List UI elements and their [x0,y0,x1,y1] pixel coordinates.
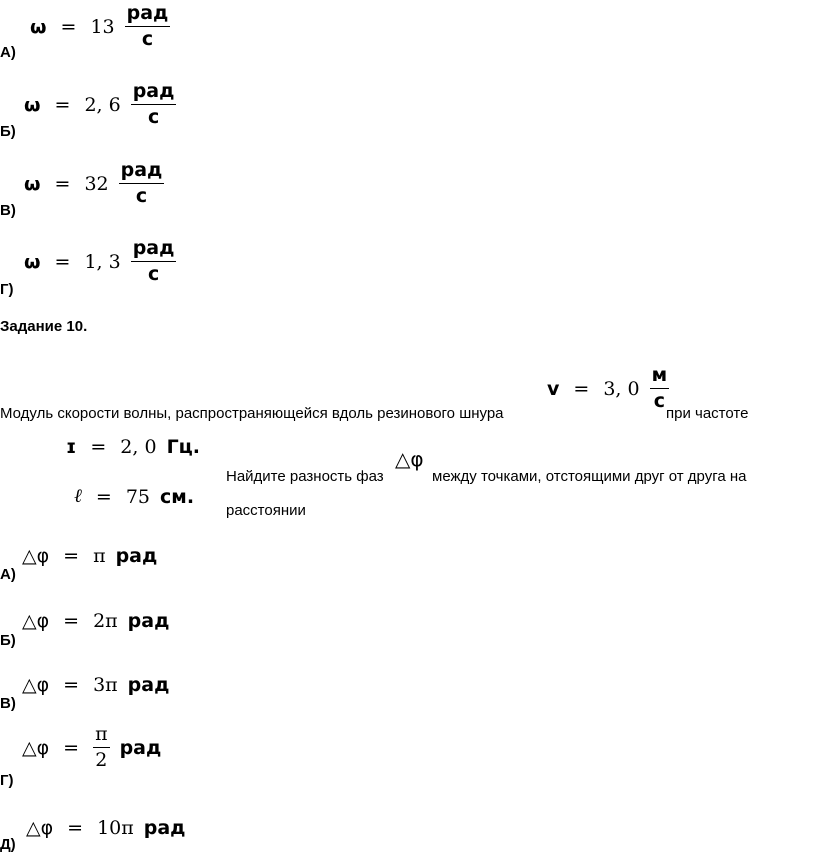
option-c-label: В) [0,202,16,219]
omega-symbol: ω [24,93,41,116]
delta-phi-symbol: △φ [395,447,424,471]
frequency-unit: Гц. [166,436,200,458]
delta-phi: △φ [22,736,50,759]
velocity-symbol: v [547,377,560,400]
phase-unit: рад [115,545,158,567]
equals-sign: = [54,250,71,273]
phase-value: 3π [93,674,118,696]
frequency-symbol: ɪ [66,436,77,458]
phase-unit: рад [127,610,170,632]
unit-numerator: рад [119,161,165,184]
equals-sign: = [63,736,80,759]
unit-numerator: м [650,366,670,389]
phase-value: 10π [97,817,134,839]
q10-option-a-label: А) [0,566,16,583]
delta-phi: △φ [26,817,54,839]
equals-sign: = [63,545,80,567]
unit-fraction [125,4,171,50]
omega-value: 13 [90,15,115,38]
omega-symbol: ω [30,15,47,38]
unit-numerator: рад [125,4,171,27]
equals-sign: = [54,93,71,116]
unit-denominator: с [147,262,160,285]
unit-fraction [131,82,177,128]
phase-value: π [93,545,106,567]
unit-fraction [119,161,165,207]
unit-numerator: рад [131,82,177,105]
delta-phi: △φ [22,610,50,632]
equals-sign: = [67,817,84,839]
q10-option-d-label: Г) [0,772,14,789]
delta-phi: △φ [22,674,50,696]
option-d-formula [24,239,176,285]
unit-denominator: с [653,389,665,412]
task-10-title: Задание 10. [0,318,88,335]
option-a-label: А) [0,44,16,61]
phase-unit: рад [119,736,162,759]
omega-value: 2, 6 [84,93,121,116]
omega-value: 32 [84,172,109,195]
q10-option-c-formula [22,674,169,696]
phase-unit: рад [143,817,186,839]
option-b-label: Б) [0,123,16,140]
delta-phi: △φ [22,545,50,567]
option-b-formula [24,82,176,128]
distance-unit: см. [160,485,195,508]
unit-denominator: с [135,184,148,207]
unit-numerator: рад [131,239,177,262]
unit-fraction [131,239,177,285]
option-c-formula [24,161,164,207]
q10-option-d-formula [22,725,161,771]
frequency-formula [66,436,200,458]
phase-value: 2π [93,610,118,632]
task-text-find: Найдите разность фаз [226,468,384,485]
phase-unit: рад [127,674,170,696]
omega-value: 1, 3 [84,250,121,273]
equals-sign: = [54,172,71,195]
phase-denominator: 2 [95,748,108,771]
unit-denominator: с [141,27,154,50]
equals-sign: = [60,15,77,38]
phase-numerator: π [93,725,110,748]
q10-option-e-formula [26,817,186,839]
option-d-label: Г) [0,281,14,298]
velocity-value: 3, 0 [603,377,640,400]
omega-symbol: ω [24,172,41,195]
equals-sign: = [63,674,80,696]
distance-value: 75 [125,485,151,508]
equals-sign: = [90,436,107,458]
task-text-velocity: Модуль скорости волны, распространяющейся вдоль резинового шнура [0,405,504,422]
phase-fraction [93,725,110,771]
unit-denominator: с [147,105,160,128]
equals-sign: = [95,485,112,508]
equals-sign: = [573,377,590,400]
distance-formula [74,485,194,508]
task-text-frequency: при частоте [666,405,749,422]
velocity-formula [547,366,669,412]
equals-sign: = [63,610,80,632]
q10-option-e-label: Д) [0,836,16,853]
option-a-formula [30,4,170,50]
q10-option-b-formula [22,610,169,632]
distance-symbol: ℓ [74,485,82,507]
q10-option-a-formula [22,545,157,567]
frequency-value: 2, 0 [120,436,157,458]
task-text-between: между точками, отстоящими друг от друга на [432,468,747,485]
task-text-distance: расстоянии [226,502,306,519]
omega-symbol: ω [24,250,41,273]
q10-option-b-label: Б) [0,632,16,649]
q10-option-c-label: В) [0,695,16,712]
